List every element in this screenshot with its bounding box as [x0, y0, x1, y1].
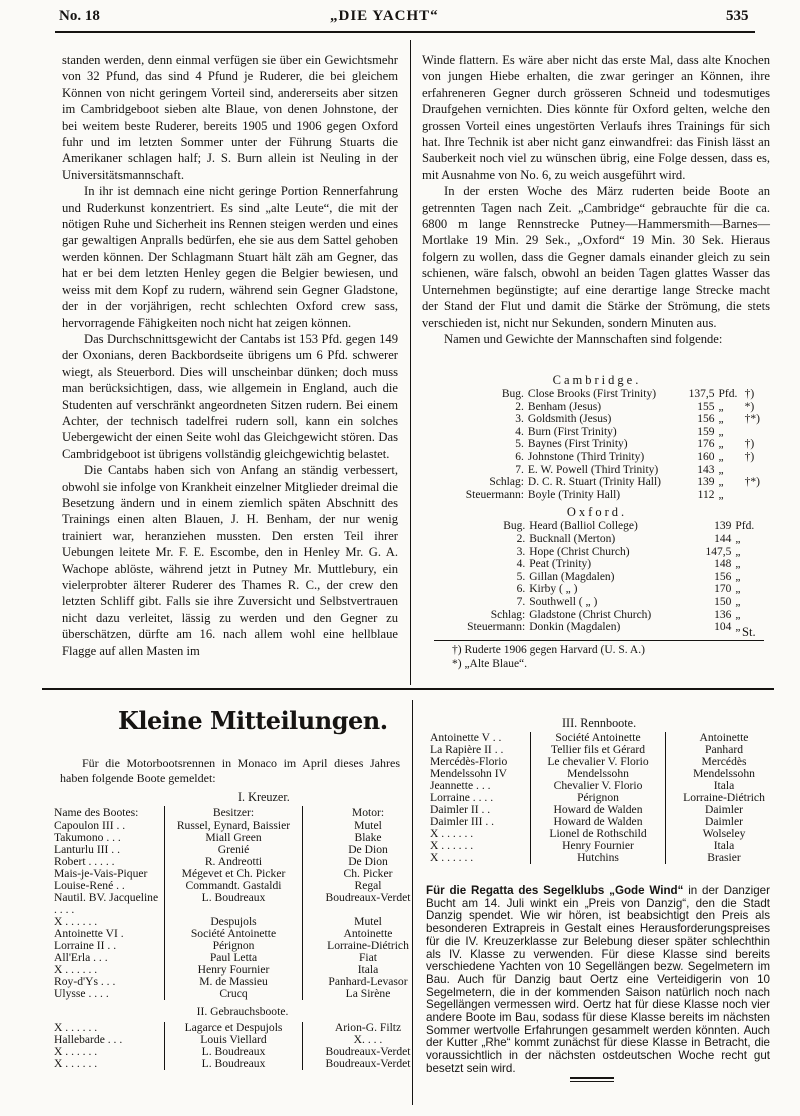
crew-position: 7. — [515, 463, 524, 476]
boat-motor: X. . . . — [303, 1034, 434, 1046]
col-header-owner: Besitzer: — [165, 806, 303, 820]
crew-position: 4. — [516, 558, 526, 571]
crew-name: Baynes (First Trinity) — [527, 438, 628, 451]
boat-owner: Mendelssohn — [531, 768, 666, 780]
notice-lead: Für die Regatta des Segelklubs „Gode Wind“ — [426, 884, 684, 897]
crew-position: 2. — [516, 532, 526, 545]
boat-owner: L. Boudreaux — [165, 1058, 303, 1070]
boat-owner: Hutchins — [531, 852, 666, 864]
boat-motor: Arion-G. Filtz — [303, 1022, 434, 1034]
oxford-crew-table — [462, 520, 762, 633]
header-rule — [55, 31, 755, 33]
boat-name: Antoinette VI . — [54, 927, 124, 940]
boat-motor: Itala — [666, 840, 783, 852]
crew-note: †*) — [744, 413, 760, 426]
crew-note — [743, 426, 762, 439]
boat-motor: Wolseley — [666, 828, 783, 840]
boat-motor: Boudreaux-Verdet — [303, 892, 434, 916]
crew-name: Gillan (Magdalen) — [529, 570, 615, 583]
crew-name: Kirby ( „ ) — [529, 583, 578, 596]
section-title: Kleine Mitteilungen. — [118, 706, 388, 735]
crew-row — [462, 583, 762, 596]
issue-number: No. 18 — [59, 8, 100, 24]
crew-name: Benham (Jesus) — [527, 400, 602, 413]
crew-position: 3. — [516, 545, 526, 558]
boat-owner: Chevalier V. Florio — [531, 780, 666, 792]
crew-unit: Pfd. — [735, 520, 755, 533]
boat-motor: Mercédès — [666, 756, 783, 768]
boat-motor: Daimler — [666, 804, 783, 816]
crew-row — [462, 571, 762, 584]
crew-lists — [462, 373, 762, 634]
crew-row — [462, 464, 762, 477]
left-article-column — [62, 52, 398, 659]
col-header-name: Name des Bootes: — [54, 806, 139, 819]
crew-unit: „ — [735, 570, 741, 583]
crew-note: †*) — [744, 476, 760, 489]
page-header — [0, 0, 800, 40]
crew-weight: 160 — [697, 450, 715, 463]
crew-weight: 150 — [714, 595, 732, 608]
crew-weight: 137,5 — [688, 388, 715, 400]
boat-owner: Société Antoinette — [165, 928, 303, 940]
boat-motor: Boudreaux-Verdet — [303, 1046, 434, 1058]
crew-row — [462, 401, 762, 414]
crew-position: 7. — [516, 595, 526, 608]
crew-position: 5. — [515, 438, 524, 451]
boat-owner: Tellier fils et Gérard — [531, 744, 666, 756]
crew-position: Bug. — [503, 520, 526, 533]
crew-unit: „ — [718, 438, 724, 451]
oxford-heading: Oxford. — [566, 505, 628, 520]
paragraph: In ihr ist demnach eine nicht geringe Portion Rennerfahrung und Ruderkunst konzentriert. Es sind „alte Leute“, die mit der nötigen Ruhe und Sicherheit ins Rennen steigen werden und eines gar gewaltigen Anpralls bedürfen, ehe sie aus dem Sattel gehoben werden können. Der Schlagmann Stuart hält zäh am Gegner, das hat er bei dem letzten Henley gegen die Belgier bewiesen, und weiss mit dem Kopf zu rudern, während sein Gegner Gladstone, der in der vorjährigen, recht schlechten Oxford crew sass, hervorragende Fähigkeiten noch nicht hat zeigen können. — [62, 184, 398, 330]
crew-unit: „ — [735, 595, 741, 608]
crew-row — [462, 596, 762, 609]
boat-motor: Antoinette — [303, 928, 434, 940]
crew-unit: „ — [718, 450, 724, 463]
crew-note: †) — [744, 388, 755, 400]
crews-intro: Namen und Gewichte der Mannschaften sind folgende: — [444, 331, 723, 346]
boat-motor: Regal — [303, 880, 434, 892]
crew-row — [462, 451, 762, 464]
crew-name: Goldsmith (Jesus) — [527, 413, 612, 426]
crew-unit: „ — [735, 532, 741, 545]
crew-weight: 104 — [714, 621, 732, 634]
crew-row — [462, 621, 762, 634]
crew-row — [462, 520, 762, 533]
crew-row — [462, 533, 762, 546]
boat-owner: Lionel de Rothschild — [531, 828, 666, 840]
boat-owner: Société Antoinette — [531, 732, 666, 744]
crew-weight: 159 — [697, 425, 715, 438]
crew-weight: 170 — [714, 583, 732, 596]
boat-motor: Lorraine-Diétrich — [303, 940, 434, 952]
crew-unit: „ — [718, 413, 724, 426]
boat-name: Lorraine II . . — [54, 939, 117, 952]
crew-unit: „ — [718, 476, 724, 489]
boat-owner: M. de Massieu — [165, 976, 303, 988]
paragraph: In der ersten Woche des März ruderten beide Boote an getrennten Tagen nach Zeit. „Cambridge“ gebrauchte für die ca. 6800 m lange Rennstrecke Putney—Hammersmith—Barnes—Mortlake 19 Min. 29 Sek., „Oxford“ 19 Min. 30 Sek. Hieraus folgern zu wollen, dass die Gegner damals einander gleich zu sein schienen, wäre falsch, obwohl an beiden Tagen glattes Wasser das Unternehmen begünstigte; auf eine derartige lange Strecke macht der Stand der Flut und damit die Stärke der Strömung, die stets verschieden ist, nicht nur Sekunden, sondern Minuten aus. — [422, 184, 770, 330]
boat-motor: La Sirène — [303, 988, 434, 1000]
intro-text: Für die Motorbootsrennen in Monaco im April dieses Jahres haben folgende Boote gemeldet: — [60, 756, 400, 785]
rennboote-table — [428, 732, 782, 864]
crew-row — [462, 438, 762, 451]
boat-owner: Pérignon — [165, 940, 303, 952]
crew-note: †) — [744, 450, 755, 463]
crew-name: E. W. Powell (Third Trinity) — [527, 463, 659, 476]
notice-body: in der Danziger Bucht am 14. Juli winkt ein „Preis von Danzig“, den die Stadt Danzig spendet. Wie wir hören, ist beabsichtigt den Preis als besonderen Extrapreis in Gestalt eines Herausforderungspreises für die IV. Kreuzerklasse zur Belebung dieser später schlechthin als IV. Klasse zu verwenden. Für diese Klasse sind bereits verschiedene Yachten von 10 Segellängen bezw. Segelmetern im Bau. Auch für Danzig baut Oertz eine Verteidigerin von 10 Segelmetern, die in der kommenden Saison natürlich noch nach Segellängen vermessen wird. Oertz hat für diese Klasse noch vier andere Boote im Bau, sodass für diese Klasse bereits im nächsten Sommer wertvolle Erfahrungen gesammelt werden könnten. Auch der Kutter „Rhe“ kommt zunächst für diese Klasse in Betracht, die voraussichtlich in der nächsten ostdeutschen Woche recht gut besetzt sein wird. — [426, 884, 770, 1075]
boat-motor: Itala — [666, 780, 783, 792]
crew-name: Bucknall (Merton) — [529, 532, 616, 545]
crew-position: 6. — [516, 583, 526, 596]
crew-name: Donkin (Magdalen) — [529, 621, 621, 634]
boat-name: Capoulon III . . — [54, 819, 126, 832]
boat-owner: Grenié — [165, 844, 303, 856]
crew-name: Southwell ( „ ) — [529, 595, 598, 608]
boat-name: Daimler III . . — [430, 815, 495, 828]
boat-name: X . . . . . . — [54, 1021, 98, 1034]
boat-owner: Henry Fournier — [531, 840, 666, 852]
crew-weight: 155 — [697, 400, 715, 413]
paragraph: Das Durchschnittsgewicht der Cantabs ist 153 Pfd. gegen 149 der Oxonians, deren Backbordseite übrigens um 6 Pfd. schwerer wiegt, als Steuerbord. Dies will unscheinbar dünken; doch muss man berücksichtigen, dass, wie allgemein in England, auch die Studenten auf verschränkt angeordneten Sitzen rudern. Bei einem Achter, der technisch tadelfrei rudern soll, kann ein solches Uebergewicht der einen Seite wohl das Gleichgewicht stören. Das Cambridgeboot ist übrigens vollständig gleichgewichtig belastet. — [62, 331, 398, 461]
crew-weight: 139 — [714, 520, 732, 533]
boat-owner: Howard de Walden — [531, 816, 666, 828]
kleine-intro — [60, 756, 400, 786]
crew-row — [462, 476, 762, 489]
boat-name: Takumono . . . — [54, 831, 121, 844]
crew-weight: 147,5 — [705, 545, 732, 558]
category-rennboote: III. Rennboote. — [562, 716, 637, 730]
paragraph: standen werden, denn einmal verfügen sie über ein Gewichtsmehr von 32 Pfund, das sind 4 Pfund je Ruderer, die bei gleichem Können von nicht geringem Vorteil sind, andererseits aber sitzen im Cambridgeboot sieben alte Blaue, von denen Johnstone, der bei weitem beste Ruderer, bereits 1905 und 1906 gegen Oxford fuhr und im letzten Sommer unter der Führung Stuarts die Amerikaner schlagen half; J. S. Burn allein ist Neuling in der Universitätsmannschaft. — [62, 53, 398, 182]
boat-owner: Commandt. Gastaldi — [165, 880, 303, 892]
boat-name: X . . . . . . — [54, 915, 98, 928]
footnote-rule — [434, 640, 764, 641]
cambridge-crew-table — [462, 388, 762, 501]
boat-name: Mendelssohn IV — [430, 767, 507, 780]
boat-owner: Louis Viellard — [165, 1034, 303, 1046]
boat-name: Mercédès-Florio — [430, 755, 508, 768]
boat-name: Roy-d'Ys . . . — [54, 975, 116, 988]
crew-note — [743, 489, 762, 502]
page-number: 535 — [726, 8, 749, 24]
boat-name: Antoinette V . . — [430, 731, 502, 744]
column-divider — [410, 40, 411, 685]
crew-unit: „ — [735, 608, 741, 621]
boat-name: Lanturlu III . . — [54, 843, 120, 856]
crew-position: 6. — [515, 450, 524, 463]
boat-motor: Mendelssohn — [666, 768, 783, 780]
boat-motor: Antoinette — [666, 732, 783, 744]
boat-owner: Crucq — [165, 988, 303, 1000]
regatta-notice — [426, 885, 770, 1076]
boat-owner: Despujols — [165, 916, 303, 928]
footnote: *) „Alte Blaue“. — [452, 657, 528, 670]
boat-row — [52, 1058, 433, 1070]
crew-unit: „ — [718, 463, 724, 476]
crew-unit: „ — [735, 583, 741, 596]
boat-motor: Ch. Picker — [303, 868, 434, 880]
section-rule — [42, 688, 774, 690]
crew-row — [462, 413, 762, 426]
crew-note — [743, 464, 762, 477]
boat-name: Daimler II . . — [430, 803, 491, 816]
category-gebrauchsboote: II. Gebrauchsboote. — [196, 1005, 289, 1018]
boat-motor: Lorraine-Diétrich — [666, 792, 783, 804]
crew-row — [462, 426, 762, 439]
right-article-column — [422, 52, 770, 347]
boat-name: Nautil. BV. Jacqueline . . . . — [54, 891, 159, 916]
boat-owner: Miall Green — [165, 832, 303, 844]
column-divider — [412, 700, 413, 1105]
crew-weight: 139 — [697, 476, 715, 489]
crew-unit: Pfd. — [718, 388, 738, 400]
boat-name: X . . . . . . — [430, 839, 474, 852]
boat-owner: Howard de Walden — [531, 804, 666, 816]
crew-name: D. C. R. Stuart (Trinity Hall) — [527, 476, 662, 489]
crew-name: Burn (First Trinity) — [527, 425, 617, 438]
boat-name: Jeannette . . . — [430, 779, 491, 792]
crew-name: Close Brooks (First Trinity) — [527, 388, 657, 400]
crew-unit: „ — [718, 488, 724, 501]
crew-position: 4. — [515, 425, 524, 438]
crew-position: Steuermann: — [467, 621, 526, 634]
boat-motor: De Dion — [303, 856, 434, 868]
crew-name: Johnstone (Third Trinity) — [527, 450, 645, 463]
end-rule — [570, 1081, 614, 1082]
boat-motor: Boudreaux-Verdet — [303, 1058, 434, 1070]
boat-name: Robert . . . . . — [54, 855, 115, 868]
boat-name: All'Erla . . . — [54, 951, 108, 964]
boat-owner: L. Boudreaux — [165, 1046, 303, 1058]
boat-owner: Paul Letta — [165, 952, 303, 964]
crew-weight: 144 — [714, 532, 732, 545]
boat-name: Lorraine . . . . — [430, 791, 494, 804]
crew-unit: „ — [735, 558, 741, 571]
crew-weight: 156 — [714, 570, 732, 583]
col-header-motor: Motor: — [303, 806, 434, 820]
category-kreuzer: I. Kreuzer. — [238, 790, 290, 804]
boat-name: Ulysse . . . . — [54, 987, 109, 1000]
motorboat-table — [52, 806, 433, 1070]
boat-motor: Panhard-Levasor — [303, 976, 434, 988]
crew-note: *) — [744, 400, 755, 413]
boat-owner: Pérignon — [531, 792, 666, 804]
crew-weight: 176 — [697, 438, 715, 451]
boat-name: La Rapière II . . — [430, 743, 504, 756]
crew-position: Bug. — [501, 388, 524, 400]
crew-weight: 148 — [714, 558, 732, 571]
paragraph: Die Cantabs haben sich von Anfang an ständig verbessert, obwohl sie infolge von Krankheit einzelner Mitglieder dreimal die Besetzung ändern und in einem ziemlich späten Abschnitt des Trainings einen alten Blauen, J. H. Benham, der nur wenig trainiert war, heranziehen mussten. Den ersten Teil ihrer Uebungen leitete Mr. F. E. Escombe, den in Henley Mr. G. A. Wachope ablöste, während jetzt in Putney Mr. Muttlebury, ein vielerprobter älterer Ruderer des Thames R. C., der crew den letzten Schliff gibt. Falls sie ihre Zuversicht und Selbstvertrauen nicht dazu verleitet, lässig zu werden und den Gegner zu überschätzen, dürfte am 16. nach allem wohl eine hellblaue Flagge auf allen Masten im — [62, 463, 398, 658]
crew-row — [462, 388, 762, 401]
crew-name: Hope (Christ Church) — [529, 545, 630, 558]
crew-row — [462, 558, 762, 571]
boat-name: X . . . . . . — [430, 851, 474, 864]
boat-motor: De Dion — [303, 844, 434, 856]
crew-unit: „ — [735, 545, 741, 558]
crew-row — [462, 609, 762, 622]
boat-name: Hallebarde . . . — [54, 1033, 123, 1046]
crew-name: Peat (Trinity) — [529, 558, 592, 571]
crew-unit: „ — [718, 425, 724, 438]
boat-motor: Itala — [303, 964, 434, 976]
footnote: †) Ruderte 1906 gegen Harvard (U. S. A.) — [452, 644, 645, 656]
cambridge-heading: Cambridge. — [552, 373, 642, 387]
boat-name: X . . . . . . — [54, 1045, 98, 1058]
boat-name: X . . . . . . — [54, 963, 98, 976]
boat-motor: Fiat — [303, 952, 434, 964]
boat-motor: Mutel — [303, 916, 434, 928]
boat-motor: Daimler — [666, 816, 783, 828]
author-signature: St. — [742, 625, 756, 639]
crew-position: Steuermann: — [465, 488, 524, 501]
boat-owner: L. Boudreaux — [165, 892, 303, 916]
crew-position: 5. — [516, 570, 526, 583]
boat-owner: Henry Fournier — [165, 964, 303, 976]
crew-name: Heard (Balliol College) — [529, 520, 638, 533]
crew-weight: 156 — [697, 413, 715, 426]
boat-motor: Brasier — [666, 852, 783, 864]
end-rule — [570, 1077, 614, 1079]
boat-motor: Panhard — [666, 744, 783, 756]
boat-name: X . . . . . . — [54, 1057, 98, 1070]
footnotes — [452, 644, 645, 671]
boat-owner: Russel, Eynard, Baissier — [165, 820, 303, 832]
boat-row — [52, 988, 433, 1000]
boat-motor: Blake — [303, 832, 434, 844]
crew-unit: „ — [718, 400, 724, 413]
crew-note: †) — [744, 438, 755, 451]
crew-position: 2. — [515, 400, 524, 413]
journal-title: „DIE YACHT“ — [330, 8, 439, 24]
boat-name: Mais-je-Vais-Piquer — [54, 867, 148, 880]
crew-row — [462, 546, 762, 559]
crew-unit: „ — [735, 621, 741, 634]
crew-weight: 143 — [697, 463, 715, 476]
crew-row — [462, 489, 762, 502]
paragraph: Winde flattern. Es wäre aber nicht das erste Mal, dass alte Knochen von jungen Hiebe erhalten, die zwar geringer an Können, ihre erfahreneren Gegner durch grösseren Schneid und todesmutiges Draufgehen vernichten. Dies könnte für Oxford gelten, welche den grossen Vorteil eines ungestörten Verlaufs ihres Trainings für sich hat. Ihre Technik ist aber nicht ganz einwandfrei: das Finish lässt an Sauberkeit noch viel zu wünschen übrig, eine Folge dessen, dass es, mit Ausnahme von No. 6, zu weich ausgeführt wird. — [422, 53, 770, 182]
boat-owner: Lagarce et Despujols — [165, 1022, 303, 1034]
boat-row — [428, 852, 782, 864]
boat-name: X . . . . . . — [430, 827, 474, 840]
crew-name: Boyle (Trinity Hall) — [527, 488, 621, 501]
crew-name: Gladstone (Christ Church) — [529, 608, 652, 621]
crew-position: 3. — [515, 413, 524, 426]
crew-weight: 112 — [697, 488, 715, 501]
boat-row — [52, 892, 433, 916]
boat-owner: Mégevet et Ch. Picker — [165, 868, 303, 880]
crew-position: Schlag: — [490, 608, 526, 621]
crew-position: Schlag: — [489, 476, 524, 489]
crew-weight: 136 — [714, 608, 732, 621]
boat-name: Louise-René . . — [54, 879, 125, 892]
boat-motor: Mutel — [303, 820, 434, 832]
boat-owner: R. Andreotti — [165, 856, 303, 868]
boat-owner: Le chevalier V. Florio — [531, 756, 666, 768]
